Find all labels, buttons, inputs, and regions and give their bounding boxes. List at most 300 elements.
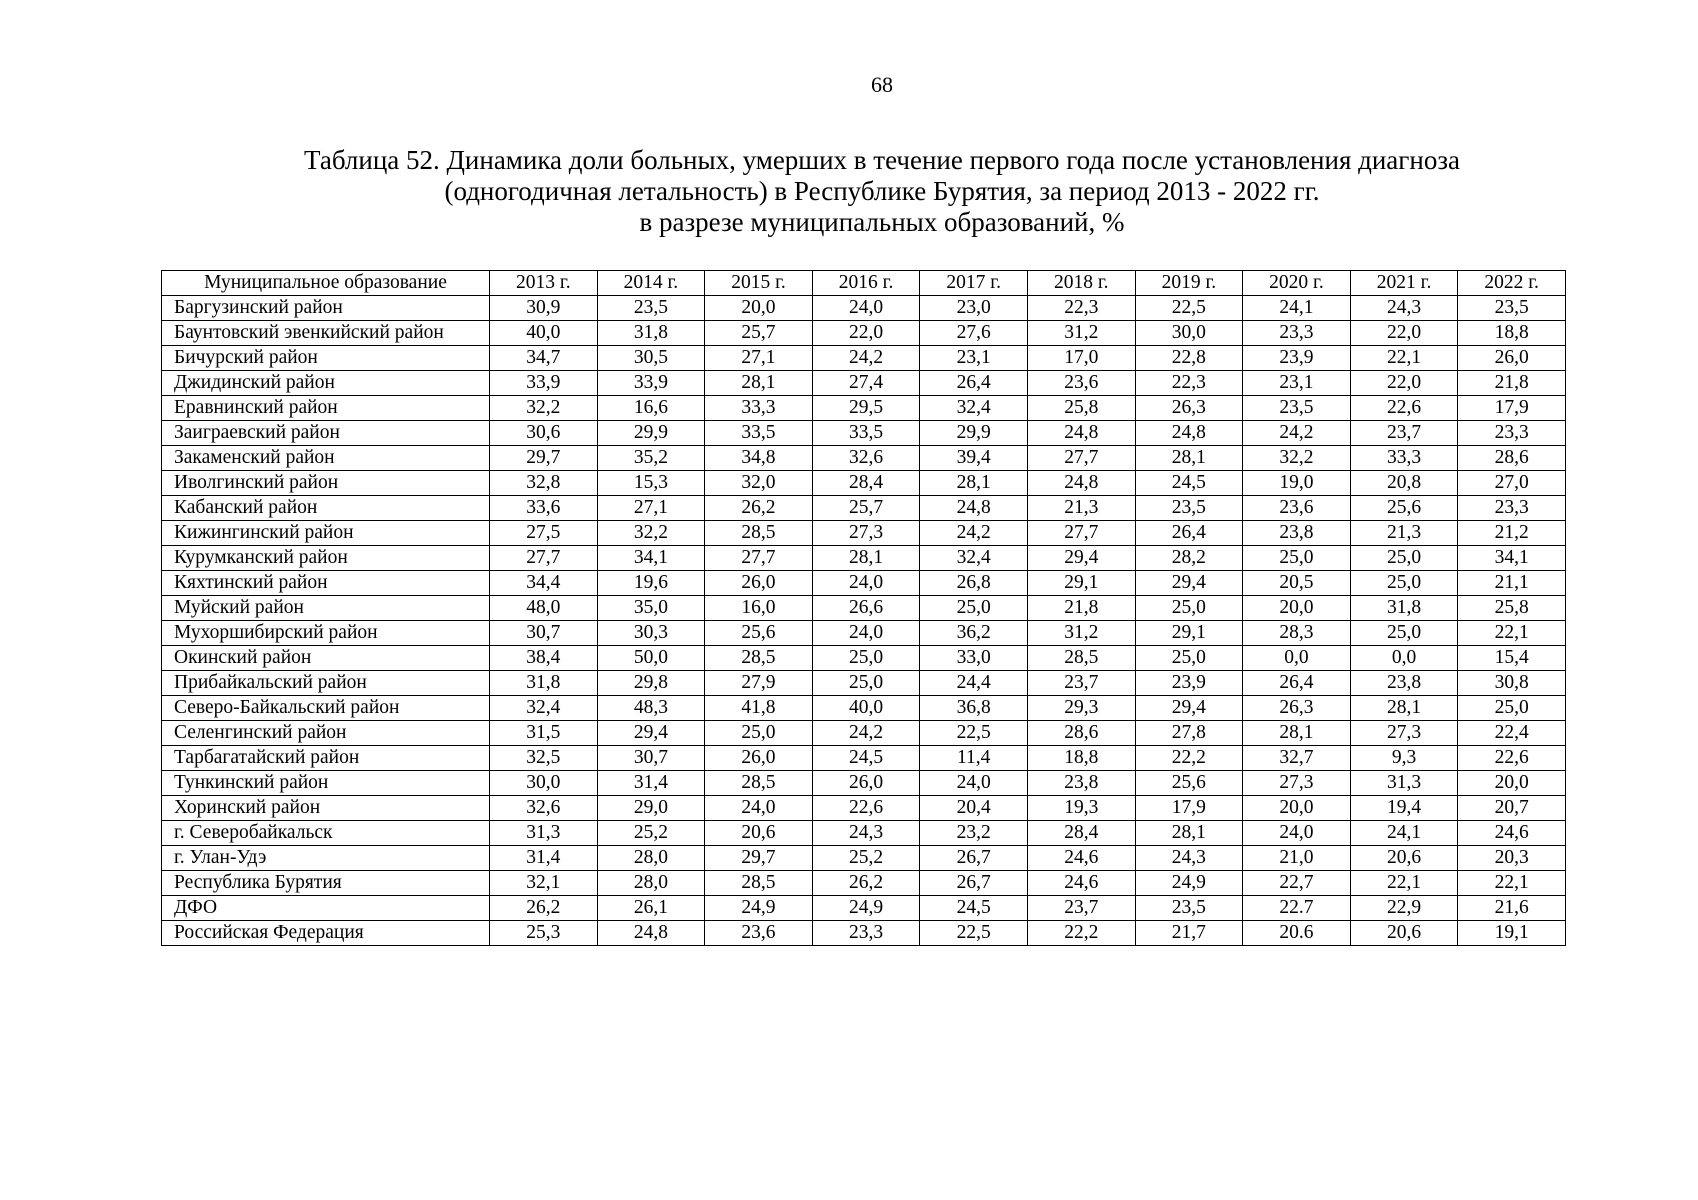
value-cell: 23,5 (1458, 296, 1566, 321)
value-cell: 27,3 (1350, 721, 1458, 746)
municipality-name-cell: Кабанский район (162, 496, 490, 521)
value-cell: 41,8 (705, 696, 813, 721)
value-cell: 28,4 (812, 471, 920, 496)
value-cell: 27,3 (812, 521, 920, 546)
value-cell: 19,1 (1458, 921, 1566, 946)
value-cell: 24,5 (812, 746, 920, 771)
table-row (162, 696, 1566, 721)
municipality-name-cell: Баунтовский эвенкийский район (162, 321, 490, 346)
value-cell: 19,0 (1243, 471, 1351, 496)
value-cell: 32,2 (1243, 446, 1351, 471)
value-cell: 28,6 (1458, 446, 1566, 471)
value-cell: 23,6 (1243, 496, 1351, 521)
value-cell: 23,5 (1135, 496, 1243, 521)
municipality-name-cell: Тункинский район (162, 771, 490, 796)
value-cell: 28,0 (597, 846, 705, 871)
table-row (162, 821, 1566, 846)
value-cell: 26,4 (920, 371, 1028, 396)
value-cell: 22,6 (1458, 746, 1566, 771)
value-cell: 48,0 (490, 596, 598, 621)
header-year: 2015 г. (705, 271, 813, 296)
value-cell: 33,5 (812, 421, 920, 446)
value-cell: 25,7 (705, 321, 813, 346)
value-cell: 21,3 (1027, 496, 1135, 521)
municipality-name-cell: Российская Федерация (162, 921, 490, 946)
value-cell: 21,8 (1027, 596, 1135, 621)
value-cell: 20,8 (1350, 471, 1458, 496)
municipality-name-cell: г. Улан-Удэ (162, 846, 490, 871)
table-row (162, 671, 1566, 696)
value-cell: 21,1 (1458, 571, 1566, 596)
value-cell: 26,7 (920, 871, 1028, 896)
value-cell: 23,2 (920, 821, 1028, 846)
value-cell: 28,4 (1027, 821, 1135, 846)
value-cell: 26,0 (812, 771, 920, 796)
value-cell: 22,1 (1350, 346, 1458, 371)
value-cell: 29,8 (597, 671, 705, 696)
value-cell: 38,4 (490, 646, 598, 671)
value-cell: 28,1 (1243, 721, 1351, 746)
value-cell: 22,1 (1458, 621, 1566, 646)
value-cell: 23,6 (1027, 371, 1135, 396)
value-cell: 32,6 (812, 446, 920, 471)
value-cell: 23,7 (1350, 421, 1458, 446)
table-row (162, 496, 1566, 521)
value-cell: 36,8 (920, 696, 1028, 721)
value-cell: 32,6 (490, 796, 598, 821)
value-cell: 24,3 (1135, 846, 1243, 871)
value-cell: 24,2 (1243, 421, 1351, 446)
value-cell: 24,0 (1243, 821, 1351, 846)
value-cell: 22,8 (1135, 346, 1243, 371)
value-cell: 24,8 (1027, 421, 1135, 446)
value-cell: 0,0 (1243, 646, 1351, 671)
value-cell: 18,8 (1027, 746, 1135, 771)
value-cell: 27,6 (920, 321, 1028, 346)
header-year: 2020 г. (1243, 271, 1351, 296)
value-cell: 29,0 (597, 796, 705, 821)
table-row (162, 321, 1566, 346)
value-cell: 20,0 (705, 296, 813, 321)
value-cell: 22,5 (1135, 296, 1243, 321)
value-cell: 30,8 (1458, 671, 1566, 696)
value-cell: 40,0 (490, 321, 598, 346)
value-cell: 15,3 (597, 471, 705, 496)
value-cell: 24,2 (812, 721, 920, 746)
value-cell: 22,2 (1135, 746, 1243, 771)
header-year: 2016 г. (812, 271, 920, 296)
value-cell: 28,1 (1135, 446, 1243, 471)
value-cell: 23,3 (812, 921, 920, 946)
value-cell: 32,7 (1243, 746, 1351, 771)
value-cell: 24,8 (597, 921, 705, 946)
value-cell: 25,6 (1350, 496, 1458, 521)
value-cell: 22,7 (1243, 871, 1351, 896)
value-cell: 25,0 (920, 596, 1028, 621)
header-municipality: Муниципальное образование (162, 271, 490, 296)
value-cell: 29,7 (490, 446, 598, 471)
value-cell: 31,2 (1027, 321, 1135, 346)
value-cell: 25,7 (812, 496, 920, 521)
value-cell: 25,0 (1135, 646, 1243, 671)
value-cell: 25,0 (705, 721, 813, 746)
value-cell: 24,0 (812, 571, 920, 596)
value-cell: 17,9 (1135, 796, 1243, 821)
value-cell: 25,0 (1458, 696, 1566, 721)
value-cell: 27,5 (490, 521, 598, 546)
value-cell: 23,8 (1027, 771, 1135, 796)
municipality-name-cell: Хоринский район (162, 796, 490, 821)
value-cell: 30,6 (490, 421, 598, 446)
table-caption (0, 145, 1698, 238)
table-row (162, 546, 1566, 571)
value-cell: 30,9 (490, 296, 598, 321)
value-cell: 31,4 (597, 771, 705, 796)
value-cell: 31,8 (490, 671, 598, 696)
municipality-name-cell: Кижингинский район (162, 521, 490, 546)
value-cell: 20,5 (1243, 571, 1351, 596)
value-cell: 25,6 (705, 621, 813, 646)
value-cell: 22,6 (812, 796, 920, 821)
value-cell: 24,8 (1135, 421, 1243, 446)
value-cell: 32,8 (490, 471, 598, 496)
table-row (162, 371, 1566, 396)
value-cell: 20,6 (1350, 846, 1458, 871)
value-cell: 22.7 (1243, 896, 1351, 921)
value-cell: 28,1 (1135, 821, 1243, 846)
value-cell: 17,9 (1458, 396, 1566, 421)
value-cell: 33,3 (705, 396, 813, 421)
value-cell: 32,4 (920, 396, 1028, 421)
value-cell: 24,1 (1243, 296, 1351, 321)
table-body (162, 296, 1566, 946)
value-cell: 24,0 (812, 296, 920, 321)
value-cell: 25,8 (1027, 396, 1135, 421)
value-cell: 24,0 (920, 771, 1028, 796)
value-cell: 23,1 (1243, 371, 1351, 396)
table-row (162, 771, 1566, 796)
value-cell: 19,4 (1350, 796, 1458, 821)
value-cell: 32,2 (490, 396, 598, 421)
value-cell: 29,1 (1027, 571, 1135, 596)
value-cell: 23,7 (1027, 896, 1135, 921)
value-cell: 34,1 (1458, 546, 1566, 571)
value-cell: 27,7 (1027, 446, 1135, 471)
table-header-row (162, 271, 1566, 296)
value-cell: 31,8 (597, 321, 705, 346)
value-cell: 31,8 (1350, 596, 1458, 621)
municipality-name-cell: Курумканский район (162, 546, 490, 571)
table-row (162, 521, 1566, 546)
value-cell: 30,3 (597, 621, 705, 646)
value-cell: 23,5 (597, 296, 705, 321)
value-cell: 32,0 (705, 471, 813, 496)
value-cell: 35,2 (597, 446, 705, 471)
value-cell: 26,6 (812, 596, 920, 621)
municipality-name-cell: ДФО (162, 896, 490, 921)
value-cell: 29,9 (597, 421, 705, 446)
value-cell: 15,4 (1458, 646, 1566, 671)
value-cell: 40,0 (812, 696, 920, 721)
value-cell: 23,8 (1350, 671, 1458, 696)
value-cell: 24,3 (1350, 296, 1458, 321)
value-cell: 22,0 (812, 321, 920, 346)
value-cell: 29,4 (1027, 546, 1135, 571)
municipality-name-cell: Селенгинский район (162, 721, 490, 746)
value-cell: 24,1 (1350, 821, 1458, 846)
header-year: 2018 г. (1027, 271, 1135, 296)
header-year: 2022 г. (1458, 271, 1566, 296)
value-cell: 21,2 (1458, 521, 1566, 546)
table-row (162, 846, 1566, 871)
value-cell: 22,2 (1027, 921, 1135, 946)
value-cell: 34,7 (490, 346, 598, 371)
value-cell: 19,6 (597, 571, 705, 596)
value-cell: 24,4 (920, 671, 1028, 696)
value-cell: 33,0 (920, 646, 1028, 671)
table-row (162, 296, 1566, 321)
value-cell: 34,8 (705, 446, 813, 471)
value-cell: 29,7 (705, 846, 813, 871)
value-cell: 24,5 (920, 896, 1028, 921)
value-cell: 33,6 (490, 496, 598, 521)
municipality-name-cell: Заиграевский район (162, 421, 490, 446)
value-cell: 26,4 (1243, 671, 1351, 696)
value-cell: 23,8 (1243, 521, 1351, 546)
value-cell: 35,0 (597, 596, 705, 621)
value-cell: 0,0 (1350, 646, 1458, 671)
value-cell: 27,3 (1243, 771, 1351, 796)
value-cell: 29,5 (812, 396, 920, 421)
value-cell: 30,7 (597, 746, 705, 771)
value-cell: 26,2 (705, 496, 813, 521)
municipality-name-cell: Кяхтинский район (162, 571, 490, 596)
value-cell: 48,3 (597, 696, 705, 721)
value-cell: 25,0 (812, 646, 920, 671)
municipality-name-cell: Бичурский район (162, 346, 490, 371)
value-cell: 30,0 (1135, 321, 1243, 346)
value-cell: 31,3 (1350, 771, 1458, 796)
value-cell: 29,4 (597, 721, 705, 746)
value-cell: 22,6 (1350, 396, 1458, 421)
value-cell: 24,6 (1027, 846, 1135, 871)
value-cell: 26,3 (1243, 696, 1351, 721)
header-year: 2021 г. (1350, 271, 1458, 296)
value-cell: 33,5 (705, 421, 813, 446)
value-cell: 26,7 (920, 846, 1028, 871)
value-cell: 24,9 (1135, 871, 1243, 896)
value-cell: 25,0 (1350, 571, 1458, 596)
table-row (162, 596, 1566, 621)
municipality-name-cell: Мухоршибирский район (162, 621, 490, 646)
value-cell: 24,0 (705, 796, 813, 821)
value-cell: 29,9 (920, 421, 1028, 446)
municipality-name-cell: Северо-Байкальский район (162, 696, 490, 721)
value-cell: 28,5 (705, 646, 813, 671)
value-cell: 20,0 (1458, 771, 1566, 796)
value-cell: 33,3 (1350, 446, 1458, 471)
header-year: 2017 г. (920, 271, 1028, 296)
value-cell: 24,2 (812, 346, 920, 371)
table-row (162, 621, 1566, 646)
value-cell: 24,6 (1458, 821, 1566, 846)
value-cell: 27,1 (597, 496, 705, 521)
value-cell: 24,3 (812, 821, 920, 846)
value-cell: 18,8 (1458, 321, 1566, 346)
value-cell: 22,0 (1350, 371, 1458, 396)
value-cell: 24,8 (920, 496, 1028, 521)
value-cell: 28,1 (920, 471, 1028, 496)
value-cell: 20,6 (1350, 921, 1458, 946)
value-cell: 20,4 (920, 796, 1028, 821)
value-cell: 26,2 (812, 871, 920, 896)
value-cell: 27,7 (1027, 521, 1135, 546)
value-cell: 32,2 (597, 521, 705, 546)
value-cell: 36,2 (920, 621, 1028, 646)
value-cell: 26,2 (490, 896, 598, 921)
value-cell: 26,0 (705, 746, 813, 771)
value-cell: 31,2 (1027, 621, 1135, 646)
table-row (162, 921, 1566, 946)
municipality-name-cell: Баргузинский район (162, 296, 490, 321)
value-cell: 25,6 (1135, 771, 1243, 796)
value-cell: 34,4 (490, 571, 598, 596)
value-cell: 24,6 (1027, 871, 1135, 896)
table-caption-line-2: (одногодичная летальность) в Республике Бурятия, за период 2013 - 2022 гг. (444, 176, 1320, 206)
value-cell: 32,1 (490, 871, 598, 896)
value-cell: 23,0 (920, 296, 1028, 321)
value-cell: 31,5 (490, 721, 598, 746)
value-cell: 24,0 (812, 621, 920, 646)
mortality-table (161, 270, 1566, 946)
value-cell: 31,4 (490, 846, 598, 871)
value-cell: 32,5 (490, 746, 598, 771)
value-cell: 20,7 (1458, 796, 1566, 821)
value-cell: 25,0 (1243, 546, 1351, 571)
table-row (162, 896, 1566, 921)
value-cell: 25,0 (1135, 596, 1243, 621)
value-cell: 23,6 (705, 921, 813, 946)
table-row (162, 746, 1566, 771)
table-row (162, 471, 1566, 496)
value-cell: 23,3 (1243, 321, 1351, 346)
table-row (162, 396, 1566, 421)
value-cell: 24,2 (920, 521, 1028, 546)
value-cell: 27,1 (705, 346, 813, 371)
value-cell: 22,0 (1350, 321, 1458, 346)
municipality-name-cell: г. Северобайкальск (162, 821, 490, 846)
table-caption-line-1: Таблица 52. Динамика доли больных, умерших в течение первого года после установления диагноза (304, 145, 1460, 175)
value-cell: 27,7 (705, 546, 813, 571)
municipality-name-cell: Закаменский район (162, 446, 490, 471)
value-cell: 22,3 (1027, 296, 1135, 321)
value-cell: 27,0 (1458, 471, 1566, 496)
value-cell: 11,4 (920, 746, 1028, 771)
value-cell: 23,5 (1135, 896, 1243, 921)
value-cell: 27,9 (705, 671, 813, 696)
value-cell: 22,5 (920, 921, 1028, 946)
value-cell: 23,9 (1243, 346, 1351, 371)
value-cell: 25,0 (1350, 546, 1458, 571)
value-cell: 26,0 (1458, 346, 1566, 371)
value-cell: 21,0 (1243, 846, 1351, 871)
value-cell: 16,6 (597, 396, 705, 421)
value-cell: 23,3 (1458, 496, 1566, 521)
value-cell: 26,4 (1135, 521, 1243, 546)
value-cell: 31,3 (490, 821, 598, 846)
value-cell: 9,3 (1350, 746, 1458, 771)
value-cell: 22,1 (1458, 871, 1566, 896)
value-cell: 23,1 (920, 346, 1028, 371)
table-row (162, 571, 1566, 596)
municipality-name-cell: Окинский район (162, 646, 490, 671)
value-cell: 24,9 (812, 896, 920, 921)
table-caption-line-3: в разрезе муниципальных образований, % (639, 207, 1125, 237)
value-cell: 20,0 (1243, 596, 1351, 621)
table-row (162, 646, 1566, 671)
value-cell: 26,1 (597, 896, 705, 921)
header-year: 2013 г. (490, 271, 598, 296)
value-cell: 22,4 (1458, 721, 1566, 746)
value-cell: 33,9 (490, 371, 598, 396)
value-cell: 24,8 (1027, 471, 1135, 496)
value-cell: 25,0 (812, 671, 920, 696)
table-row (162, 446, 1566, 471)
value-cell: 23,9 (1135, 671, 1243, 696)
value-cell: 30,5 (597, 346, 705, 371)
value-cell: 21,3 (1350, 521, 1458, 546)
municipality-name-cell: Джидинский район (162, 371, 490, 396)
value-cell: 32,4 (920, 546, 1028, 571)
value-cell: 25,8 (1458, 596, 1566, 621)
value-cell: 20.6 (1243, 921, 1351, 946)
value-cell: 16,0 (705, 596, 813, 621)
value-cell: 22,5 (920, 721, 1028, 746)
table-row (162, 721, 1566, 746)
value-cell: 20,6 (705, 821, 813, 846)
value-cell: 24,9 (705, 896, 813, 921)
value-cell: 28,5 (705, 771, 813, 796)
value-cell: 26,3 (1135, 396, 1243, 421)
value-cell: 28,1 (705, 371, 813, 396)
value-cell: 28,1 (1350, 696, 1458, 721)
page-number: 68 (871, 72, 893, 97)
value-cell: 29,3 (1027, 696, 1135, 721)
value-cell: 21,7 (1135, 921, 1243, 946)
value-cell: 26,8 (920, 571, 1028, 596)
value-cell: 25,3 (490, 921, 598, 946)
value-cell: 28,6 (1027, 721, 1135, 746)
value-cell: 50,0 (597, 646, 705, 671)
value-cell: 22,3 (1135, 371, 1243, 396)
header-year: 2014 г. (597, 271, 705, 296)
municipality-name-cell: Тарбагатайский район (162, 746, 490, 771)
municipality-name-cell: Иволгинский район (162, 471, 490, 496)
value-cell: 22,1 (1350, 871, 1458, 896)
value-cell: 32,4 (490, 696, 598, 721)
value-cell: 28,2 (1135, 546, 1243, 571)
municipality-name-cell: Муйский район (162, 596, 490, 621)
value-cell: 39,4 (920, 446, 1028, 471)
value-cell: 22,9 (1350, 896, 1458, 921)
value-cell: 29,1 (1135, 621, 1243, 646)
value-cell: 27,4 (812, 371, 920, 396)
value-cell: 23,5 (1243, 396, 1351, 421)
municipality-name-cell: Еравнинский район (162, 396, 490, 421)
value-cell: 25,2 (597, 821, 705, 846)
value-cell: 21,8 (1458, 371, 1566, 396)
value-cell: 28,1 (812, 546, 920, 571)
